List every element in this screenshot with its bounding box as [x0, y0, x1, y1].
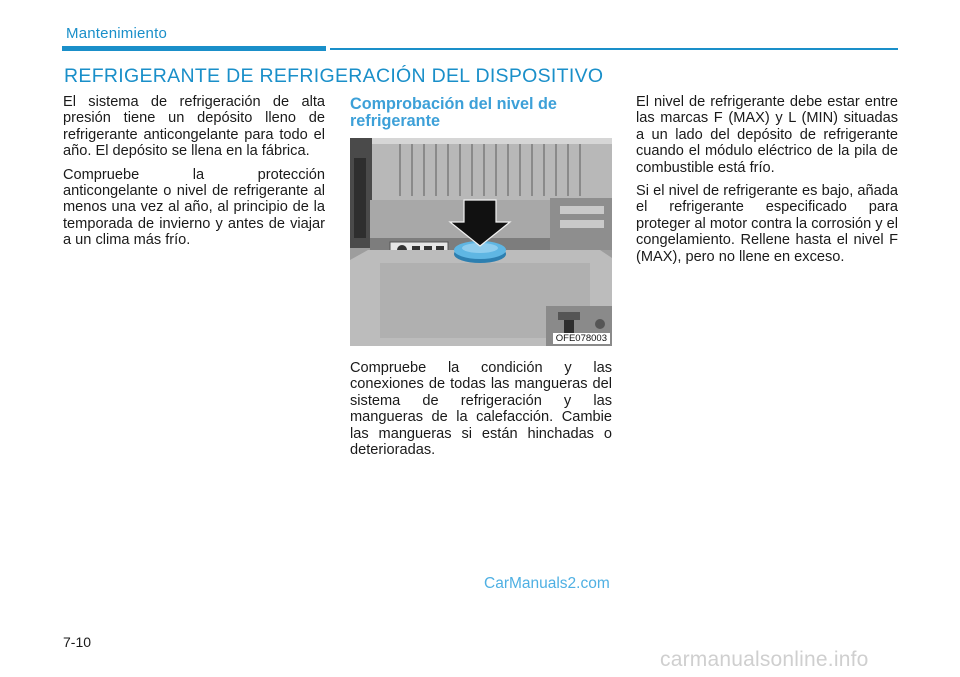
figure-code: OFE078003	[553, 333, 610, 344]
section-label: Mantenimiento	[66, 25, 167, 42]
header-rule-thick	[62, 46, 326, 51]
column-2	[350, 96, 612, 465]
paragraph: El sistema de refrigeración de alta presión tiene un depósito lleno de refrigerante anticongelante para todo el año. El depósito se llena en la fábrica.	[63, 94, 325, 160]
page-title: REFRIGERANTE DE REFRIGERACIÓN DEL DISPOSITIVO	[64, 65, 604, 87]
page-number: 7-10	[63, 634, 92, 650]
engine-bay-illustration	[350, 138, 612, 346]
footer-brand: carmanualsonline.info	[660, 648, 869, 671]
paragraph: Compruebe la protección anticongelante o nivel de refrigerante al menos una vez al año, al principio de la temporada de invierno y antes de viajar a un clima más frío.	[63, 166, 325, 249]
column-3	[636, 94, 898, 272]
header-rule-thin	[330, 48, 898, 50]
watermark-link[interactable]: CarManuals2.com	[484, 575, 610, 592]
engine-bay-figure	[350, 138, 612, 346]
paragraph: El nivel de refrigerante debe estar entre las marcas F (MAX) y L (MIN) situadas a un lado del depósito de refrigerante cuando el módulo eléctrico de la pila de combustible está frío.	[636, 94, 898, 176]
paragraph: Si el nivel de refrigerante es bajo, añada el refrigerante especificado para proteger al motor contra la corrosión y el congelamiento. Rellene hasta el nivel F (MAX), pero no llene en exceso.	[636, 183, 898, 265]
column-1	[63, 94, 325, 256]
paragraph: Compruebe la condición y las conexiones de todas las mangueras del sistema de refrigeración y las mangueras de la calefacción. Cambie las mangueras si están hinchadas o deterioradas.	[350, 360, 612, 459]
subheading: Comprobación del nivel de refrigerante	[350, 95, 557, 130]
